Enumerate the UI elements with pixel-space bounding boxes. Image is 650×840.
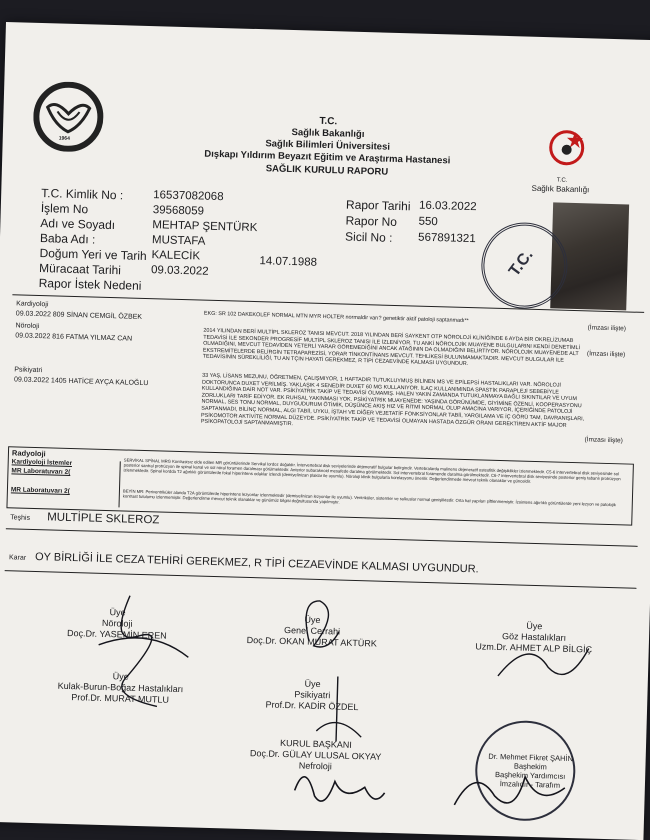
kardiyoloji-label: Kardiyoloji bbox=[16, 300, 49, 309]
noroloji-finding: 2014 YILINDAN BERİ MULTİPL SKLEROZ TANISI MEVCUT. 2018 YILINDAN BERİ SAYKENT OTP NÖROLOJİ KLİNİĞİNDE 6 AYDA BİR OKRELİZUMAB TEDAVİSİ İLE SEKONDER PROGRESİF MULTİPL SKLEROZ TANISI İLE İZLENİYOR. TU ANKİ NÖROLOJİK MUAYENE BULGULARINI KENDİ DENETİMLİ OLMADIĞINI, MEVCUT TEDAVİDEN YETERLİ YARAR GÖREMEDİĞİNİ ANCAK ATAĞININ DA OLMADIĞINI BELİRTİYOR. NÖROLOJİK MUAYENEDE ALT EKSTREMİTELERDE BELİRGİN TETRAPAREZİSİ, YORAR TİNKONTİNANS MEVCUT. TEHLİKESİ BULUNMAMAKTADIR. MEVCUT BULGULAR İLE TEDAVİSİNİN SÜREKLİLİĞİ, TU AN TÇIN HAYATİ GEREKMEZ, R TİPİ CEZAEVİNDE KALMASI UYGUNDUR. bbox=[202, 327, 581, 368]
chair-title: KURUL BAŞKANI bbox=[279, 737, 352, 750]
signature-scribble-1 bbox=[66, 584, 210, 728]
header-hospital: Dışkapı Yıldırım Beyazıt Eğitim ve Araştırma Hastanesi bbox=[204, 148, 451, 167]
dogum-yeri: KALECİK bbox=[151, 249, 201, 263]
rapor-tarih-label: Rapor Tarihi bbox=[345, 197, 411, 214]
sig2-uye: Üye bbox=[304, 614, 321, 626]
psikiyatri-row: 09.03.2022 1405 HATİCE AYÇA KALOĞLU bbox=[13, 376, 149, 388]
hospital-logo bbox=[32, 81, 104, 153]
ministry-logo bbox=[544, 125, 601, 177]
sig3-dept: Göz Hastalıkları bbox=[501, 631, 567, 643]
ad-label: Adı ve Soyadı bbox=[40, 216, 116, 233]
header-university: Sağlık Bilimleri Üniversitesi bbox=[265, 138, 391, 153]
sig5-uye: Üye bbox=[304, 678, 321, 690]
report-title: SAĞLIK KURULU RAPORU bbox=[265, 163, 389, 178]
noroloji-label: Nöroloji bbox=[15, 322, 40, 331]
chair-dept: Nefroloji bbox=[298, 760, 332, 772]
signature-scribble-5 bbox=[284, 750, 396, 823]
radiology-row2: MR Laboratuvarı 2( bbox=[11, 467, 71, 476]
decision-value: OY BİRLİĞİ İLE CEZA TEHİRİ GEREKMEZ, R TİPİ CEZAEVİNDE KALMASI UYGUNDUR. bbox=[34, 551, 479, 576]
header-tc: T.C. bbox=[319, 115, 338, 128]
dogum-label: Doğum Yeri ve Tarih bbox=[39, 246, 147, 264]
islem-value: 39568059 bbox=[152, 204, 205, 218]
header-ministry: Sağlık Bakanlığı bbox=[291, 127, 365, 141]
signature-scribble-2 bbox=[278, 590, 370, 662]
diagnosis-value: MULTİPLE SKLEROZ bbox=[47, 511, 160, 527]
radiology-row1: Kardiyoloji İstemler bbox=[11, 458, 73, 468]
islem-label: İşlem No bbox=[40, 201, 89, 217]
sig2-dept: Genel Cerrahi bbox=[283, 625, 341, 637]
imza-2: (İmzası ilişte) bbox=[586, 350, 626, 359]
signature-scribble-4 bbox=[291, 670, 383, 752]
sig5-name: Prof.Dr. KADİR ÖZDEL bbox=[265, 699, 359, 713]
sicil-label: Sicil No : bbox=[344, 229, 393, 245]
rapor-tarih-value: 16.03.2022 bbox=[418, 199, 477, 214]
kimlik-value: 16537082068 bbox=[153, 189, 224, 204]
diagnosis-label: Teşhis bbox=[10, 514, 31, 522]
stamp-line4: İmzalıdır - Tarafım bbox=[499, 779, 561, 790]
logo-year: 1964 bbox=[58, 135, 70, 142]
chair-name: Doç.Dr. GÜLAY ULUSAL OKYAY bbox=[249, 748, 382, 762]
kardiyoloji-finding: EKG: SR 102 DAKEKOLEF NORMAL MTN MYR HOLTER normaldir varı? genetiktir aktif patoloji saptanmadı** bbox=[203, 310, 469, 325]
sig3-uye: Üye bbox=[526, 620, 543, 632]
stamp-line3: Başhekim Yardımcısı bbox=[494, 769, 566, 781]
radiology-finding-2: BEYİN MR: Periventriküler alanda T2A görüntülerde hiperintens lezyonlar izlenmektedir (demiyelinizan lezyonlar ile uyumlu). Ventriküler, sisternler ve sulkuslar normal genişliktedir. Orta hat yapıları şiftlenmemiştir. İzointens ağırlıklı görüntülerde yeni lezyon ve patolojik kontrast tutulumu izlenmemiştir. Değerlendirme mevcut teknik olanaklar ve günümüz bilgisi doğrultusunda yapılmıştır. bbox=[122, 488, 616, 508]
decision-label: Karar bbox=[8, 554, 27, 562]
sig2-name: Doç.Dr. OKAN MURAT AKTÜRK bbox=[246, 634, 378, 649]
sig1-uye: Üye bbox=[109, 607, 126, 618]
imza-3: (İmzası ilişte) bbox=[584, 436, 623, 445]
imza-1: (İmzası ilişte) bbox=[587, 324, 627, 333]
radiology-finding-1: SERVİKAL SPİNAL MRG Kontrastsız elde edilen MR görüntülerinde Servikal lordoz doğaldır. İntervertebral disk seviyelerinde dejeneratif bulgular belirgindir. Vertebralarda malinens dejeneratif osteofitik değişiklikler izlenmektedir. C5-6 intervertebral disk seviyesinde sol posterior santral protrüzyon ile spinal kanal ve sol nöral foramen daralması görülmektedir. Anterior subaraknoid mesafede daralma görülmektedir. Sol intervertebral foramende daralma görülmektedir. C6-7 intervertebral disk seviyesinde posterior geniş tabanlı protrüzyon izlenmektedir. Spinal kordda T2 ağırlıklı görüntülerde fokal hiperintens odaklar izlendi (demiyelinizan plaklar ile uyumlu). Nöroloji klinik bulgularla korelasyonu önerilir. Değerlendirmede mevcut teknik olanaklar ve günceldir. bbox=[123, 457, 621, 485]
divider bbox=[6, 528, 638, 547]
kimlik-label: T.C. Kimlik No : bbox=[41, 186, 124, 203]
neden-label: Rapor İstek Nedeni bbox=[38, 276, 142, 293]
ad-value: MEHTAP ŞENTÜRK bbox=[152, 219, 258, 235]
kardiyoloji-row: 09.03.2022 809 SİNAN CEMGİL ÖZBEK bbox=[15, 310, 143, 321]
radiology-row3: MR Laboratuvarı 2( bbox=[10, 486, 70, 495]
ministry-name: Sağlık Bakanlığı bbox=[531, 183, 590, 195]
sig3-name: Uzm.Dr. AHMET ALP BİLGİÇ bbox=[475, 641, 593, 655]
dogum-tarih: 14.07.1988 bbox=[259, 255, 318, 269]
radiology-title: Radyoloji bbox=[11, 448, 46, 459]
sicil-value: 567891321 bbox=[417, 231, 476, 246]
stamp-line2: Başhekim bbox=[513, 761, 548, 772]
signature-scribble-3 bbox=[487, 616, 599, 699]
muracaat-value: 09.03.2022 bbox=[150, 264, 209, 278]
sig1-name: Doç.Dr. YASEMİN EREN bbox=[66, 627, 167, 641]
noroloji-row: 09.03.2022 816 FATMA YILMAZ CAN bbox=[15, 332, 133, 343]
sig1-dept: Nöroloji bbox=[101, 617, 133, 629]
baba-label: Baba Adı : bbox=[39, 231, 96, 247]
sig4-uye: Üye bbox=[112, 671, 129, 682]
signature-scribble-6 bbox=[444, 755, 576, 829]
sig4-dept: Kulak-Burun-Boğaz Hastalıkları bbox=[57, 680, 184, 695]
photo-stamp-text: T.C. bbox=[505, 246, 537, 280]
psikiyatri-label: Psikiyatri bbox=[14, 366, 43, 375]
rapor-no-label: Rapor No bbox=[345, 213, 398, 229]
report-page bbox=[0, 22, 650, 840]
stamp-name: Dr. Mehmet Fikret ŞAHİN bbox=[488, 751, 574, 764]
muracaat-label: Müracaat Tarihi bbox=[38, 261, 122, 278]
psikiyatri-finding: 33 YAŞ, LİSANS MEZUNU, ÖĞRETMEN, ÇALIŞMIYOR, 1 HAFTADIR TUTUKLUYMUŞ BİLİNEN MS VE EPİLEPSİ HASTALIKLARI VAR. NÖROLOJİ DOKTORUNCA DUXET VERİLMİŞ. YAKLAŞIK 4 SENEDİR DUXET 60 MG KULLANIYOR. İLAÇ KULLANIMINDA SPASTİK PARAPLEJİ SEBEBİYLE KULLANDIĞINA DAİR NOT VAR. PSİKİYATRİK TAKİP VE TEDAVİSİ OLMAMIŞ. HALEN YAKIN ZAMANDA TUTUKLANMAYA BAĞLI SIKINTILAR VE UYUM ZORLUKLARI TARİF EDİYOR. EK RUHSAL YAKINMASI YOK. PSİKİYATRİK MUAYENEDE: YAŞINDA GÖRÜNÜMDE, GİYİMİNE ÖZENLİ, KOOPERASYONU NORMAL, SES TONU NORMAL, DUYGUDURUM ÖTİMİK, DÜŞÜNCE AKIŞ HIZ VE RİTMİ NORMAL OLUP AMACINA VARIYOR, İÇERİĞİNDE PATOLOJİ SAPTANMADI, BİLİNÇ NORMAL, ALGI TABİİ, UYKU, İŞTAH VE DİĞER VEJETATİF FONKSİYONLAR TABİİ, YARGILAMA VE İÇ GÖRÜ TAM, DAVRANIŞLARI, PSİKOMOTOR AKTİVİTE NORMAL DÜZEYDE. PSİKİYATRİK TAKİP VE TEDAVİSİ OLMAYAN HASTADA ÖZGÜR ORANI GEREKTİREN AKTİF MAJOR PSİKOPATOLOJİ SAPTANMAMIŞTIR. bbox=[200, 372, 585, 429]
sig5-dept: Psikiyatri bbox=[294, 689, 331, 701]
rapor-no-value: 550 bbox=[418, 215, 438, 229]
sig4-name: Prof.Dr. MURAT MUTLU bbox=[71, 692, 170, 705]
baba-value: MUSTAFA bbox=[151, 234, 206, 248]
ministry-tc: T.C. bbox=[556, 177, 568, 184]
